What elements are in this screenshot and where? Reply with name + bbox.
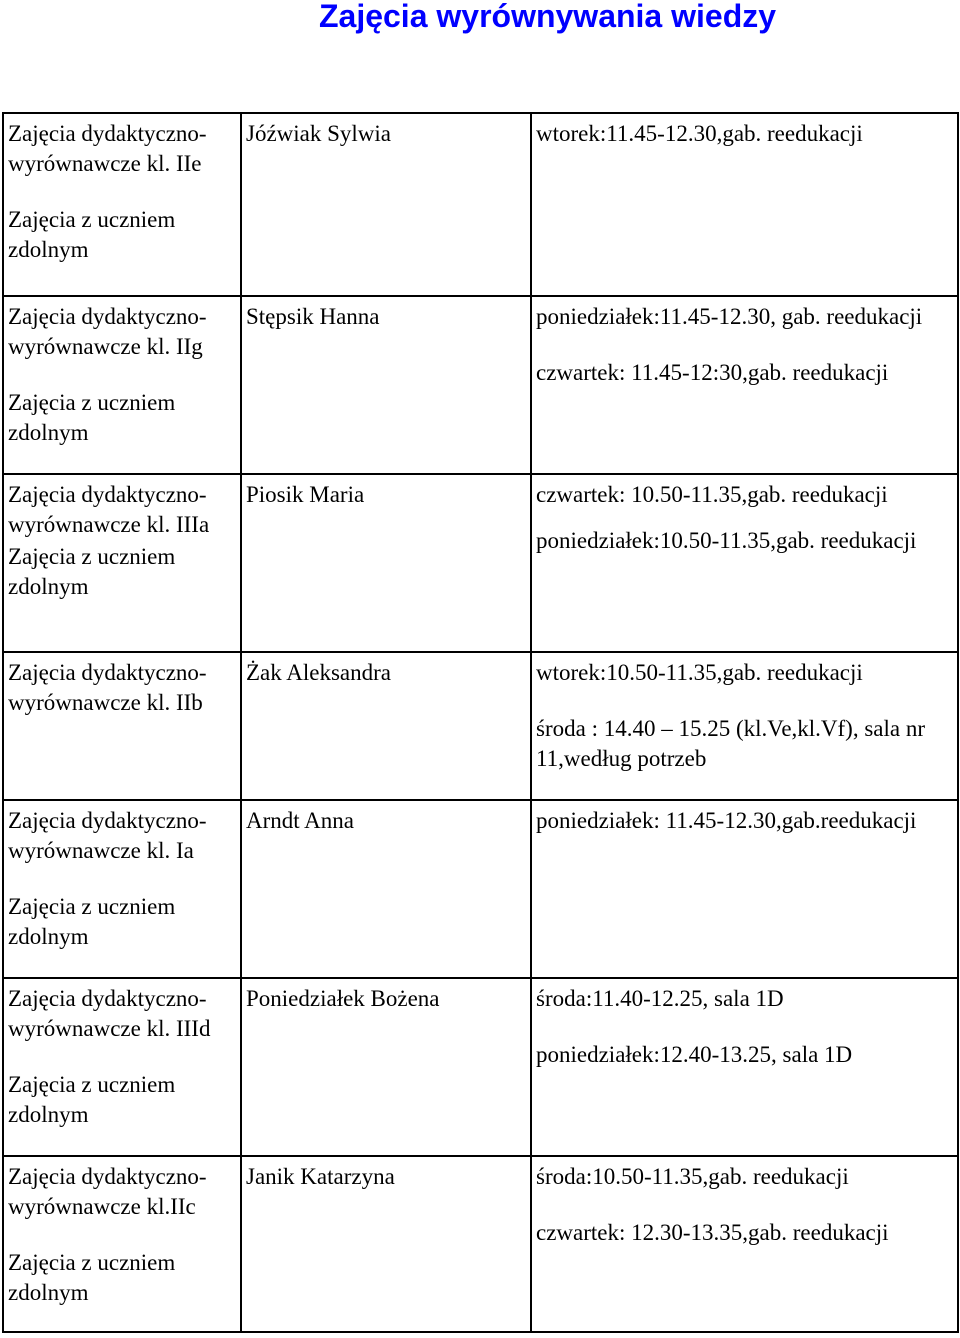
time-entry: poniedziałek: 11.45-12.30,gab.reedukacji	[536, 808, 917, 833]
time-entry: środa:11.40-12.25, sala 1D	[536, 986, 784, 1011]
activity-cell	[3, 978, 241, 1156]
schedule-table	[2, 112, 959, 1333]
activity-line: Zajęcia z uczniem zdolnym	[8, 207, 176, 262]
teacher-name: Janik Katarzyna	[246, 1164, 395, 1189]
activity-line: Zajęcia z uczniem zdolnym	[8, 894, 176, 949]
time-entry: czwartek: 11.45-12:30,gab. reedukacji	[536, 360, 889, 385]
activity-cell	[3, 296, 241, 474]
teacher-cell	[241, 296, 531, 474]
activity-line: Zajęcia dydaktyczno-wyrównawcze kl.IIc	[8, 1164, 207, 1219]
time-entry: czwartek: 10.50-11.35,gab. reedukacji	[536, 482, 888, 507]
time-entry: poniedziałek:11.45-12.30, gab. reedukacji	[536, 304, 923, 329]
activity-line: Zajęcia dydaktyczno-wyrównawcze kl. IIe	[8, 121, 207, 176]
time-entry: środa:10.50-11.35,gab. reedukacji	[536, 1164, 849, 1189]
activity-line: Zajęcia z uczniem zdolnym	[8, 1072, 176, 1127]
teacher-name: Żak Aleksandra	[246, 660, 391, 685]
time-entry: poniedziałek:10.50-11.35,gab. reedukacji	[536, 528, 917, 553]
teacher-cell	[241, 1156, 531, 1332]
teacher-name: Jóźwiak Sylwia	[246, 121, 392, 146]
teacher-cell	[241, 113, 531, 296]
activity-cell	[3, 1156, 241, 1332]
time-cell	[531, 474, 958, 652]
teacher-name: Arndt Anna	[246, 808, 354, 833]
time-cell	[531, 1156, 958, 1332]
time-entry: poniedziałek:12.40-13.25, sala 1D	[536, 1042, 853, 1067]
table-row	[3, 296, 958, 474]
time-entry: wtorek:11.45-12.30,gab. reedukacji	[536, 121, 863, 146]
time-cell	[531, 978, 958, 1156]
time-cell	[531, 800, 958, 978]
page-title: Zajęcia wyrównywania wiedzy	[318, 0, 777, 34]
teacher-cell	[241, 652, 531, 800]
table-row	[3, 1156, 958, 1332]
table-row	[3, 652, 958, 800]
activity-cell	[3, 800, 241, 978]
activity-cell	[3, 474, 241, 652]
activity-line: Zajęcia dydaktyczno-wyrównawcze kl. IIb	[8, 660, 207, 715]
time-entry: czwartek: 12.30-13.35,gab. reedukacji	[536, 1220, 889, 1245]
time-entry: środa : 14.40 – 15.25 (kl.Ve,kl.Vf), sala nr 11,według potrzeb	[536, 716, 926, 771]
table-row	[3, 800, 958, 978]
teacher-cell	[241, 978, 531, 1156]
table-row	[3, 978, 958, 1156]
activity-cell	[3, 113, 241, 296]
activity-line: Zajęcia dydaktyczno-wyrównawcze kl. IIg	[8, 304, 207, 359]
activity-line: Zajęcia z uczniem zdolnym	[8, 390, 176, 445]
activity-cell	[3, 652, 241, 800]
teacher-name: Poniedziałek Bożena	[246, 986, 440, 1011]
activity-line: Zajęcia dydaktyczno-wyrównawcze kl. Ia	[8, 808, 207, 863]
teacher-name: Piosik Maria	[246, 482, 365, 507]
activity-line: Zajęcia z uczniem zdolnym	[8, 544, 176, 599]
time-cell	[531, 113, 958, 296]
table-row	[3, 113, 958, 296]
activity-line: Zajęcia z uczniem zdolnym	[8, 1250, 176, 1305]
time-cell	[531, 652, 958, 800]
teacher-cell	[241, 800, 531, 978]
activity-line: Zajęcia dydaktyczno-wyrównawcze kl. IIId	[8, 986, 211, 1041]
table-row	[3, 474, 958, 652]
time-cell	[531, 296, 958, 474]
teacher-cell	[241, 474, 531, 652]
time-entry: wtorek:10.50-11.35,gab. reedukacji	[536, 660, 863, 685]
activity-line: Zajęcia dydaktyczno-wyrównawcze kl. IIIa	[8, 482, 210, 537]
teacher-name: Stępsik Hanna	[246, 304, 380, 329]
